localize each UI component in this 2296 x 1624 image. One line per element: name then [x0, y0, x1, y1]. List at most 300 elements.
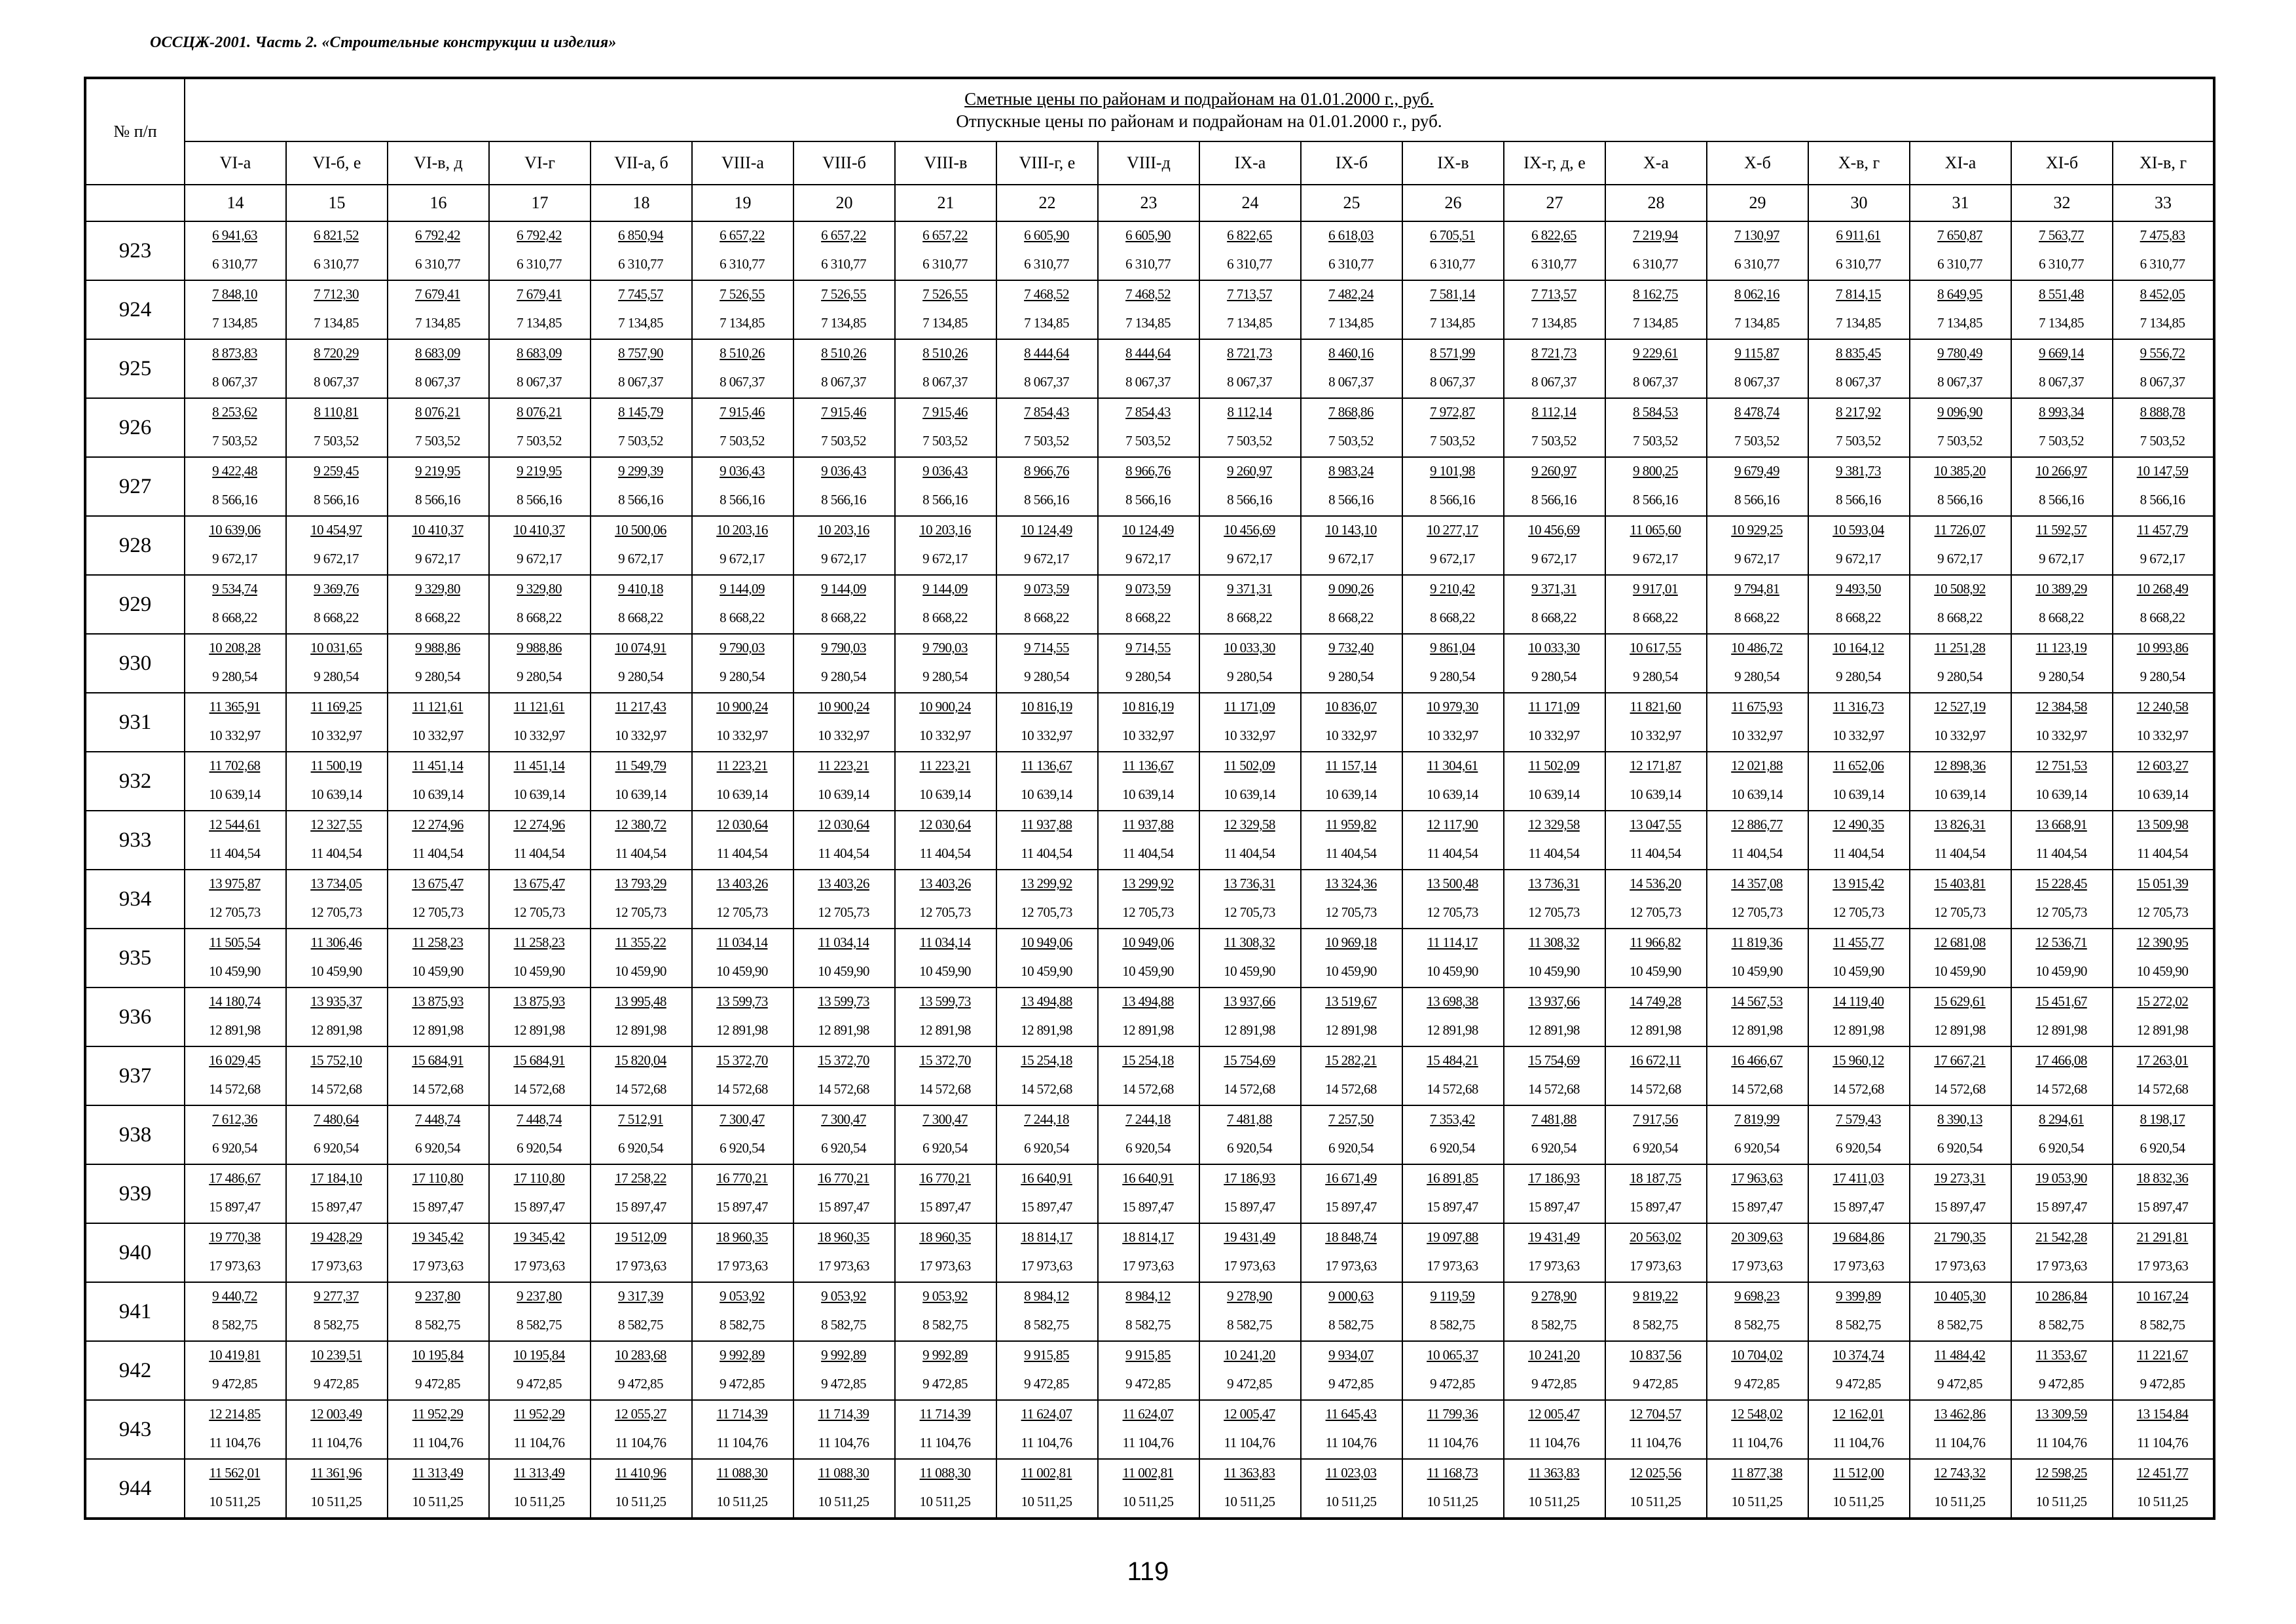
estimate-price: 6 941,63	[212, 227, 257, 243]
price-cell	[1808, 280, 1910, 339]
release-price: 8 067,37	[1734, 374, 1779, 390]
release-price: 14 572,68	[1021, 1081, 1072, 1097]
release-price: 10 332,97	[310, 728, 362, 743]
price-cell	[1504, 1223, 1605, 1282]
release-price: 8 668,22	[618, 610, 663, 625]
release-price: 8 668,22	[720, 610, 765, 625]
release-price: 15 897,47	[1224, 1199, 1275, 1215]
estimate-price: 11 952,29	[412, 1406, 464, 1422]
release-price: 12 891,98	[1122, 1022, 1174, 1038]
price-cell	[895, 1105, 996, 1164]
estimate-price: 8 217,92	[1836, 404, 1881, 420]
estimate-price: 11 306,46	[310, 934, 362, 950]
price-cell	[286, 339, 388, 398]
release-price: 11 104,76	[1630, 1435, 1681, 1450]
price-cell	[1402, 398, 1504, 457]
estimate-price: 6 792,42	[517, 227, 562, 243]
estimate-price: 13 299,92	[1021, 876, 1072, 891]
estimate-price: 7 915,46	[922, 404, 968, 420]
price-cell	[1707, 811, 1808, 870]
price-cell	[1199, 516, 1301, 575]
release-price: 10 511,25	[1427, 1494, 1478, 1509]
price-cell	[185, 575, 286, 634]
estimate-price: 12 030,64	[818, 817, 869, 832]
estimate-price: 15 272,02	[2136, 993, 2189, 1009]
estimate-price: 17 258,22	[615, 1170, 666, 1186]
estimate-price: 9 073,59	[1125, 581, 1171, 597]
price-cell	[1301, 1341, 1402, 1400]
release-price: 9 472,85	[314, 1376, 359, 1392]
price-cell	[1605, 398, 1707, 457]
table-row	[85, 457, 2214, 516]
estimate-price: 9 115,87	[1734, 345, 1779, 361]
release-price: 8 582,75	[1937, 1317, 1982, 1333]
release-price: 15 897,47	[310, 1199, 362, 1215]
price-cell	[996, 339, 1098, 398]
price-cell	[895, 221, 996, 280]
estimate-price: 11 088,30	[716, 1465, 768, 1481]
price-cell	[1504, 339, 1605, 398]
release-price: 11 404,54	[1832, 845, 1884, 861]
price-cell	[1402, 1400, 1504, 1459]
release-price: 9 672,17	[212, 551, 257, 566]
estimate-price: 11 065,60	[1630, 522, 1681, 538]
price-cell	[996, 1105, 1098, 1164]
estimate-price: 10 617,55	[1630, 640, 1681, 655]
release-price: 9 672,17	[1937, 551, 1982, 566]
estimate-price: 7 915,46	[821, 404, 866, 420]
release-price: 9 672,17	[922, 551, 968, 566]
price-cell	[1098, 1282, 1199, 1341]
row-number: 937	[85, 1046, 185, 1105]
release-price: 11 404,54	[1122, 845, 1174, 861]
release-price: 8 582,75	[1531, 1317, 1576, 1333]
price-cell	[2113, 1400, 2214, 1459]
estimate-price: 11 512,00	[1832, 1465, 1884, 1481]
price-cell	[591, 221, 692, 280]
price-cell	[793, 221, 895, 280]
release-price: 17 973,63	[818, 1258, 869, 1274]
release-price: 6 920,54	[1328, 1140, 1374, 1156]
release-price: 10 639,14	[919, 786, 971, 802]
row-number: 925	[85, 339, 185, 398]
release-price: 14 572,68	[716, 1081, 768, 1097]
release-price: 6 310,77	[720, 256, 765, 272]
release-price: 15 897,47	[1122, 1199, 1174, 1215]
price-cell	[286, 693, 388, 752]
estimate-price: 19 428,29	[310, 1229, 362, 1245]
estimate-price: 12 005,47	[1528, 1406, 1580, 1422]
row-number: 934	[85, 870, 185, 929]
estimate-price: 15 484,21	[1427, 1052, 1478, 1068]
release-price: 10 332,97	[2136, 728, 2189, 743]
estimate-price: 9 096,90	[1937, 404, 1982, 420]
estimate-price: 7 848,10	[212, 286, 257, 302]
row-number: 938	[85, 1105, 185, 1164]
estimate-price: 11 726,07	[1934, 522, 1986, 538]
release-price: 10 459,90	[412, 963, 464, 979]
price-cell	[286, 457, 388, 516]
release-price: 7 134,85	[314, 315, 359, 331]
rayon-header: VIII-б	[793, 141, 895, 185]
release-price: 11 104,76	[2035, 1435, 2087, 1450]
release-price: 10 459,90	[615, 963, 666, 979]
release-price: 8 582,75	[314, 1317, 359, 1333]
estimate-price: 7 481,88	[1227, 1111, 1272, 1127]
price-cell	[996, 752, 1098, 811]
price-cell	[793, 280, 895, 339]
estimate-price: 11 157,14	[1325, 758, 1377, 773]
price-cell	[2011, 1459, 2113, 1519]
release-price: 11 404,54	[1934, 845, 1986, 861]
price-cell	[1910, 870, 2011, 929]
release-price: 15 897,47	[1731, 1199, 1783, 1215]
estimate-price: 11 562,01	[209, 1465, 261, 1481]
price-cell	[1808, 575, 1910, 634]
price-cell	[996, 221, 1098, 280]
release-price: 10 459,90	[818, 963, 869, 979]
release-price: 11 104,76	[818, 1435, 869, 1450]
estimate-price: 9 732,40	[1328, 640, 1374, 655]
release-price: 12 705,73	[1934, 904, 1986, 920]
release-price: 11 404,54	[1224, 845, 1275, 861]
release-price: 8 067,37	[2039, 374, 2084, 390]
estimate-price: 10 374,74	[1832, 1347, 1884, 1363]
release-price: 7 503,52	[618, 433, 663, 449]
price-cell	[591, 987, 692, 1046]
release-price: 9 672,17	[1227, 551, 1272, 566]
price-cell	[489, 339, 591, 398]
release-price: 17 973,63	[919, 1258, 971, 1274]
price-cell	[1402, 339, 1504, 398]
price-cell	[185, 1046, 286, 1105]
release-price: 7 503,52	[720, 433, 765, 449]
price-cell	[388, 516, 489, 575]
price-cell	[1199, 1223, 1301, 1282]
estimate-price: 12 327,55	[310, 817, 362, 832]
price-cell	[1707, 1223, 1808, 1282]
release-price: 7 134,85	[415, 315, 460, 331]
estimate-price: 12 240,58	[2136, 699, 2189, 714]
estimate-price: 15 684,91	[513, 1052, 565, 1068]
release-price: 9 672,17	[1024, 551, 1069, 566]
price-cell	[489, 1341, 591, 1400]
price-cell	[1707, 1046, 1808, 1105]
release-price: 12 891,98	[310, 1022, 362, 1038]
price-cell	[1098, 1400, 1199, 1459]
estimate-price: 10 486,72	[1731, 640, 1783, 655]
price-cell	[1098, 221, 1199, 280]
estimate-price: 10 900,24	[919, 699, 971, 714]
estimate-price: 9 988,86	[415, 640, 460, 655]
estimate-price: 10 508,92	[1934, 581, 1986, 597]
price-cell	[1707, 1459, 1808, 1519]
row-number: 943	[85, 1400, 185, 1459]
price-cell	[489, 1400, 591, 1459]
release-price: 10 332,97	[1427, 728, 1478, 743]
price-cell	[895, 1046, 996, 1105]
estimate-price: 9 144,09	[720, 581, 765, 597]
release-price: 8 067,37	[618, 374, 663, 390]
price-cell	[2113, 1459, 2214, 1519]
estimate-price: 12 329,58	[1528, 817, 1580, 832]
price-cell	[1199, 280, 1301, 339]
release-price: 8 668,22	[1125, 610, 1171, 625]
price-cell	[2113, 1282, 2214, 1341]
release-price: 10 459,90	[2035, 963, 2087, 979]
column-number: 16	[388, 185, 489, 221]
estimate-price: 11 624,07	[1021, 1406, 1072, 1422]
estimate-price: 7 713,57	[1227, 286, 1272, 302]
price-cell	[388, 929, 489, 987]
release-price: 14 572,68	[1731, 1081, 1783, 1097]
release-price: 10 511,25	[209, 1494, 261, 1509]
price-cell	[1808, 1105, 1910, 1164]
estimate-price: 10 993,86	[2136, 640, 2189, 655]
estimate-price: 9 144,09	[821, 581, 866, 597]
release-price: 10 511,25	[818, 1494, 869, 1509]
release-price: 9 472,85	[1227, 1376, 1272, 1392]
price-cell	[996, 1459, 1098, 1519]
column-number: 30	[1808, 185, 1910, 221]
estimate-price: 9 237,80	[415, 1288, 460, 1304]
estimate-price: 11 361,96	[310, 1465, 362, 1481]
release-price: 7 134,85	[2140, 315, 2185, 331]
release-price: 10 459,90	[919, 963, 971, 979]
price-cell	[2113, 339, 2214, 398]
price-cell	[692, 987, 793, 1046]
estimate-price: 13 494,88	[1122, 993, 1174, 1009]
price-cell	[1910, 1282, 2011, 1341]
price-cell	[895, 811, 996, 870]
estimate-price: 19 345,42	[412, 1229, 464, 1245]
release-price: 12 705,73	[1325, 904, 1377, 920]
price-cell	[286, 870, 388, 929]
release-price: 10 332,97	[1021, 728, 1072, 743]
estimate-price: 7 300,47	[720, 1111, 765, 1127]
price-cell	[1605, 516, 1707, 575]
release-price: 11 404,54	[1731, 845, 1783, 861]
rayon-header: VI-г	[489, 141, 591, 185]
price-cell	[2113, 1046, 2214, 1105]
price-cell	[1910, 575, 2011, 634]
price-cell	[489, 987, 591, 1046]
estimate-price: 9 992,89	[720, 1347, 765, 1363]
price-cell	[2113, 575, 2214, 634]
price-cell	[2011, 1164, 2113, 1223]
estimate-price: 11 034,14	[716, 934, 768, 950]
release-price: 12 891,98	[209, 1022, 261, 1038]
release-price: 9 280,54	[1024, 669, 1069, 684]
estimate-price: 10 239,51	[310, 1347, 362, 1363]
release-price: 12 891,98	[716, 1022, 768, 1038]
column-number: 27	[1504, 185, 1605, 221]
release-price: 17 973,63	[615, 1258, 666, 1274]
price-cell	[1605, 221, 1707, 280]
release-price: 10 459,90	[1528, 963, 1580, 979]
estimate-price: 7 481,88	[1531, 1111, 1576, 1127]
release-price: 8 668,22	[2140, 610, 2185, 625]
estimate-price: 7 130,97	[1734, 227, 1779, 243]
estimate-price: 10 143,10	[1325, 522, 1377, 538]
release-price: 8 582,75	[1836, 1317, 1881, 1333]
release-price: 10 332,97	[818, 728, 869, 743]
release-price: 11 104,76	[513, 1435, 565, 1450]
price-cell	[1707, 1105, 1808, 1164]
rayon-header: X-а	[1605, 141, 1707, 185]
release-price: 6 310,77	[1633, 256, 1678, 272]
release-price: 17 973,63	[716, 1258, 768, 1274]
release-price: 8 582,75	[1125, 1317, 1171, 1333]
column-number: 23	[1098, 185, 1199, 221]
release-price: 15 897,47	[2035, 1199, 2087, 1215]
release-price: 6 920,54	[1227, 1140, 1272, 1156]
release-price: 12 891,98	[1630, 1022, 1681, 1038]
estimate-price: 9 036,43	[720, 463, 765, 479]
release-price: 8 668,22	[1531, 610, 1576, 625]
price-cell	[1301, 1459, 1402, 1519]
release-price: 11 104,76	[1224, 1435, 1275, 1450]
estimate-price: 13 675,47	[513, 876, 565, 891]
price-cell	[489, 280, 591, 339]
price-cell	[489, 1223, 591, 1282]
price-cell	[1808, 1459, 1910, 1519]
release-price: 9 672,17	[1734, 551, 1779, 566]
price-cell	[1707, 1164, 1808, 1223]
price-cell	[1098, 1459, 1199, 1519]
release-price: 14 572,68	[1427, 1081, 1478, 1097]
release-price: 6 310,77	[1125, 256, 1171, 272]
price-cell	[1808, 1164, 1910, 1223]
release-price: 11 404,54	[310, 845, 362, 861]
price-cell	[1301, 987, 1402, 1046]
column-number: 33	[2113, 185, 2214, 221]
price-cell	[793, 575, 895, 634]
release-price: 11 404,54	[2137, 845, 2188, 861]
release-price: 9 672,17	[618, 551, 663, 566]
estimate-price: 21 542,28	[2035, 1229, 2087, 1245]
price-cell	[1301, 752, 1402, 811]
rayon-header: X-б	[1707, 141, 1808, 185]
price-cell	[996, 634, 1098, 693]
estimate-price: 11 136,67	[1122, 758, 1174, 773]
price-cell	[591, 398, 692, 457]
estimate-price: 17 184,10	[310, 1170, 362, 1186]
release-price: 11 404,54	[1427, 845, 1478, 861]
estimate-price: 17 186,93	[1224, 1170, 1275, 1186]
price-cell	[1402, 752, 1504, 811]
price-cell	[1199, 1105, 1301, 1164]
release-price: 8 566,16	[720, 492, 765, 507]
release-price: 8 668,22	[1734, 610, 1779, 625]
estimate-price: 13 462,86	[1934, 1406, 1986, 1422]
release-price: 11 104,76	[615, 1435, 666, 1450]
estimate-price: 12 536,71	[2035, 934, 2087, 950]
estimate-price: 6 822,65	[1227, 227, 1272, 243]
estimate-price: 10 816,19	[1122, 699, 1174, 714]
estimate-price: 15 228,45	[2035, 876, 2087, 891]
price-cell	[692, 1400, 793, 1459]
rayon-header: X-в, г	[1808, 141, 1910, 185]
rayon-header: XI-в, г	[2113, 141, 2214, 185]
release-price: 10 511,25	[1122, 1494, 1174, 1509]
rayon-header: VIII-в	[895, 141, 996, 185]
release-price: 6 310,77	[1531, 256, 1576, 272]
estimate-price: 14 567,53	[1731, 993, 1783, 1009]
price-cell	[1910, 811, 2011, 870]
estimate-price: 6 822,65	[1531, 227, 1576, 243]
price-cell	[2011, 1282, 2113, 1341]
release-price: 11 404,54	[919, 845, 971, 861]
release-price: 15 897,47	[1325, 1199, 1377, 1215]
estimate-price: 8 721,73	[1227, 345, 1272, 361]
estimate-price: 14 749,28	[1630, 993, 1681, 1009]
price-cell	[895, 457, 996, 516]
release-price: 6 920,54	[1125, 1140, 1171, 1156]
price-cell	[1707, 987, 1808, 1046]
row-number: 936	[85, 987, 185, 1046]
price-cell	[1605, 987, 1707, 1046]
release-price: 14 572,68	[2136, 1081, 2189, 1097]
release-price: 14 572,68	[513, 1081, 565, 1097]
estimate-price: 8 478,74	[1734, 404, 1779, 420]
release-price: 12 705,73	[615, 904, 666, 920]
price-cell	[2113, 1223, 2214, 1282]
price-cell	[2011, 811, 2113, 870]
estimate-price: 10 031,65	[310, 640, 362, 655]
release-price: 6 920,54	[720, 1140, 765, 1156]
price-cell	[1605, 1105, 1707, 1164]
release-price: 10 511,25	[919, 1494, 971, 1509]
estimate-price: 18 848,74	[1325, 1229, 1377, 1245]
estimate-price: 7 526,55	[821, 286, 866, 302]
estimate-price: 10 241,20	[1528, 1347, 1580, 1363]
estimate-price: 8 571,99	[1430, 345, 1475, 361]
estimate-price: 11 002,81	[1122, 1465, 1174, 1481]
release-price: 10 332,97	[412, 728, 464, 743]
estimate-price: 6 657,22	[922, 227, 968, 243]
release-price: 8 566,16	[1430, 492, 1475, 507]
estimate-price: 9 369,76	[314, 581, 359, 597]
price-cell	[1808, 221, 1910, 280]
estimate-price: 13 736,31	[1528, 876, 1580, 891]
estimate-price: 10 900,24	[716, 699, 768, 714]
column-number: 25	[1301, 185, 1402, 221]
release-price: 8 067,37	[821, 374, 866, 390]
estimate-price: 15 629,61	[1934, 993, 1986, 1009]
estimate-price: 19 273,31	[1934, 1170, 1986, 1186]
release-price: 12 705,73	[1528, 904, 1580, 920]
price-cell	[286, 634, 388, 693]
price-cell	[286, 221, 388, 280]
release-price: 8 582,75	[1024, 1317, 1069, 1333]
price-cell	[793, 634, 895, 693]
estimate-price: 10 266,97	[2035, 463, 2087, 479]
price-cell	[1605, 634, 1707, 693]
release-price: 10 332,97	[1832, 728, 1884, 743]
release-price: 10 639,14	[1630, 786, 1681, 802]
estimate-price: 15 051,39	[2136, 876, 2189, 891]
estimate-price: 11 502,09	[1224, 758, 1275, 773]
estimate-price: 8 510,26	[821, 345, 866, 361]
release-price: 9 672,17	[517, 551, 562, 566]
price-cell	[1402, 1459, 1504, 1519]
estimate-price: 9 278,90	[1227, 1288, 1272, 1304]
release-price: 12 705,73	[2035, 904, 2087, 920]
estimate-price: 19 431,49	[1224, 1229, 1275, 1245]
table-row	[85, 1400, 2214, 1459]
estimate-price: 11 877,38	[1731, 1465, 1783, 1481]
